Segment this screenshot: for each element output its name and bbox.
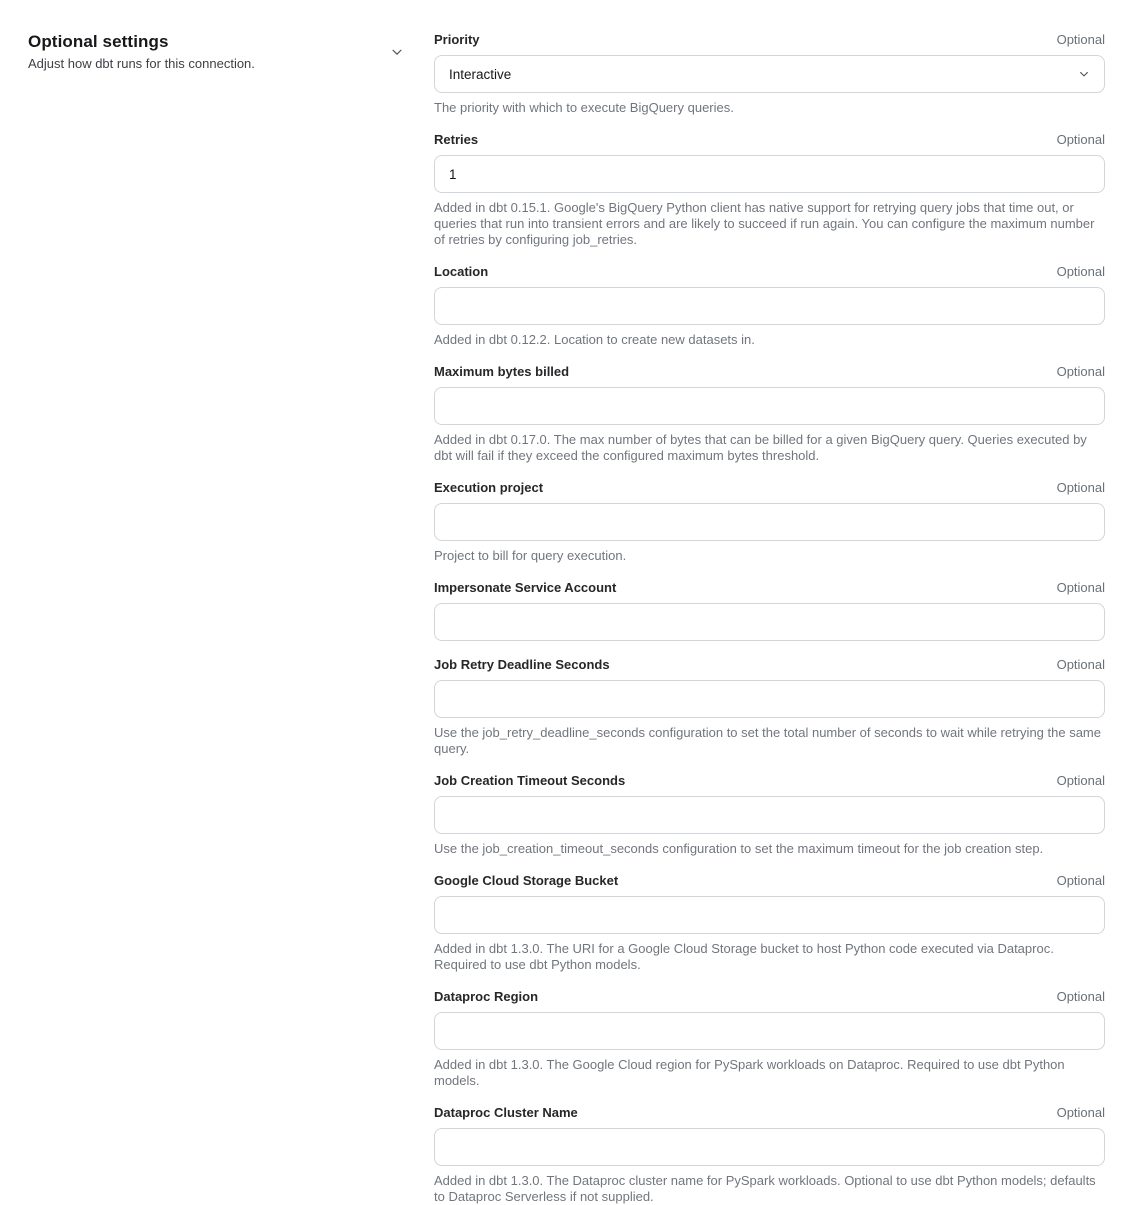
form-field	[434, 132, 1105, 248]
field-help-text: Added in dbt 0.15.1. Google's BigQuery Python client has native support for retrying query jobs that time out, or queries that run into transient errors and are likely to succeed if run again. You can configure the maximum number of retries by configuring job_retries.	[434, 200, 1095, 247]
field-help-text: Added in dbt 0.17.0. The max number of bytes that can be billed for a given BigQuery query. Queries executed by dbt will fail if they exceed the configured maximum bytes threshold.	[434, 432, 1087, 463]
optional-badge: Optional	[1056, 1105, 1105, 1120]
field-help-text: Added in dbt 1.3.0. The Dataproc cluster name for PySpark workloads. Optional to use dbt Python models; defaults to Dataproc Serverless if not supplied.	[434, 1173, 1096, 1204]
chevron-down-icon[interactable]	[390, 45, 404, 59]
field-label: Priority	[434, 32, 480, 47]
optional-badge: Optional	[1056, 873, 1105, 888]
optional-badge: Optional	[1056, 989, 1105, 1004]
field-label-row	[434, 873, 1105, 889]
field-label: Maximum bytes billed	[434, 364, 570, 379]
field-help-text: Use the job_creation_timeout_seconds configuration to set the maximum timeout for the job creation step.	[434, 841, 1044, 856]
settings-form	[434, 31, 1105, 1204]
field-help-text: Added in dbt 1.3.0. The Google Cloud region for PySpark workloads on Dataproc. Required to use dbt Python models.	[434, 1057, 1065, 1088]
field-label-row	[434, 773, 1105, 789]
form-field	[434, 480, 1105, 564]
field-help-text: Added in dbt 1.3.0. The URI for a Google Cloud Storage bucket to host Python code executed via Dataproc. Required to use dbt Python models.	[434, 941, 1054, 972]
form-field	[434, 580, 1105, 641]
maximum-bytes-billed-input[interactable]	[434, 387, 1105, 425]
form-field	[434, 264, 1105, 348]
optional-badge: Optional	[1056, 364, 1105, 379]
field-label: Job Retry Deadline Seconds	[434, 657, 610, 672]
field-label: Retries	[434, 132, 479, 147]
priority-select[interactable]	[434, 55, 1105, 93]
section-header	[28, 31, 412, 1130]
form-field	[434, 1105, 1105, 1205]
impersonate-service-account-input[interactable]	[434, 603, 1105, 641]
optional-badge: Optional	[1056, 657, 1105, 672]
section-header-text	[28, 31, 255, 73]
optional-badge: Optional	[1056, 132, 1105, 147]
optional-badge: Optional	[1056, 773, 1105, 788]
field-help-text: Added in dbt 0.12.2. Location to create new datasets in.	[434, 332, 755, 347]
job-retry-deadline-seconds-input[interactable]	[434, 680, 1105, 718]
field-label-row	[434, 264, 1105, 280]
form-field	[434, 657, 1105, 757]
chevron-down-icon	[1078, 68, 1090, 80]
field-label-row	[434, 32, 1105, 48]
field-label: Location	[434, 264, 489, 279]
field-help-text: Project to bill for query execution.	[434, 548, 627, 563]
optional-badge: Optional	[1056, 264, 1105, 279]
retries-input[interactable]	[434, 155, 1105, 193]
optional-badge: Optional	[1056, 480, 1105, 495]
field-label: Dataproc Cluster Name	[434, 1105, 578, 1120]
field-label: Job Creation Timeout Seconds	[434, 773, 626, 788]
execution-project-input[interactable]	[434, 503, 1105, 541]
field-label: Dataproc Region	[434, 989, 539, 1004]
optional-badge: Optional	[1056, 580, 1105, 595]
field-label: Impersonate Service Account	[434, 580, 617, 595]
field-label-row	[434, 1105, 1105, 1121]
google-cloud-storage-bucket-input[interactable]	[434, 896, 1105, 934]
field-label: Google Cloud Storage Bucket	[434, 873, 619, 888]
field-label-row	[434, 657, 1105, 673]
form-field	[434, 989, 1105, 1089]
dataproc-region-input[interactable]	[434, 1012, 1105, 1050]
section-title: Optional settings	[28, 32, 169, 51]
field-label: Execution project	[434, 480, 544, 495]
form-field	[434, 873, 1105, 973]
form-field	[434, 364, 1105, 464]
select-value: Interactive	[449, 66, 512, 82]
field-help-text: The priority with which to execute BigQuery queries.	[434, 100, 734, 115]
dataproc-cluster-name-input[interactable]	[434, 1128, 1105, 1166]
optional-badge: Optional	[1056, 32, 1105, 47]
field-label-row	[434, 480, 1105, 496]
field-label-row	[434, 989, 1105, 1005]
field-label-row	[434, 132, 1105, 148]
form-field	[434, 773, 1105, 857]
form-field	[434, 32, 1105, 116]
job-creation-timeout-seconds-input[interactable]	[434, 796, 1105, 834]
field-help-text: Use the job_retry_deadline_seconds configuration to set the total number of seconds to wait while retrying the same query.	[434, 725, 1101, 756]
location-input[interactable]	[434, 287, 1105, 325]
field-label-row	[434, 364, 1105, 380]
field-label-row	[434, 580, 1105, 596]
section-subtitle: Adjust how dbt runs for this connection.	[28, 56, 255, 71]
